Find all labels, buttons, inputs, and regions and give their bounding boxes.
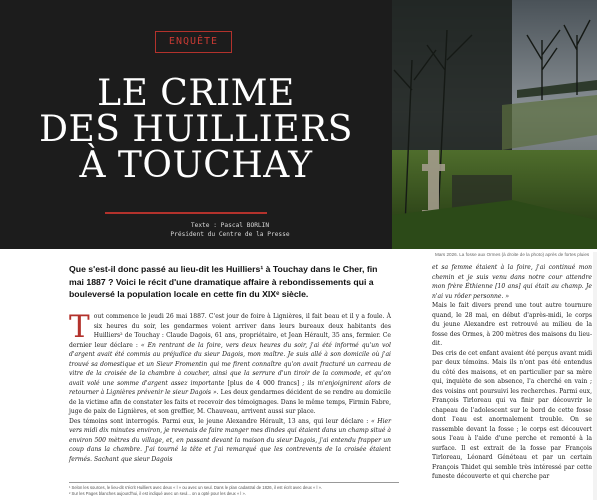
right-paragraph-1: Mais le fait divers prend une tout autre tournure quand, le 28 mai, en début d'après-midi, le corps du jeune Alexandre est retrouvé au milieu de la fosse des Ormes, à 200 mètres des maisons du lieu-dit. <box>432 302 592 347</box>
author-credit <box>100 221 360 239</box>
title-line-1: LE CRIME <box>97 73 295 114</box>
next-page-edge <box>593 252 597 500</box>
p2-quote: « Hier vers midi dix minutes environ, je revenais de faire manger mes dindes qui étaient dans un champ situé à environ 500 mètres du village, et, en passant devant la maison du sieur Dagois, j'ai entendu frapper un coup dans la chambre. J'ai tourné la tête et j'ai remarqué que les contrevents de la croisée étaient fermés. Sachant que sieur Dagois <box>69 417 391 463</box>
credit-author: Texte : Pascal BORLIN <box>190 222 270 229</box>
photo-caption: Mars 2026. La fosse aux Ormes (à droite de la photo) après de fortes pluies <box>435 252 590 257</box>
cemetery-photo <box>392 0 597 249</box>
footnote-2: ² Sur les Pages blanches aujourd'hui, il est indiqué avec un seul... on a opté pour les deux « l ». <box>69 491 247 496</box>
right-quote: et sa femme étaient à la foire, j'ai continué mon chemin et je suis venu dans notre cour attendre mon frère Éthienne [10 ans] qui était au champ. Je n'ai vu rôder personne. » <box>432 264 592 300</box>
p1-quote2: ; ils m'enjoignirent alors de retourner à Lignières prévenir le sieur Dagois ». <box>69 379 391 396</box>
title-line-2: DES HUILLIERS <box>39 109 353 150</box>
p1-mid: [plus de 4 000 francs] <box>224 379 303 387</box>
footnotes <box>69 482 399 497</box>
title-line-3: À TOUCHAY <box>79 145 313 186</box>
body-paragraph-1 <box>69 309 391 417</box>
credit-role: Président du Centre de la Presse <box>170 231 290 238</box>
p1-end: Les deux gendarmes décident de se rendre au domicile de la victime afin de constater les faits et recevoir des témoignages. Dans le même temps, Firmin Fabre, juge de paix de Lignières, et son greffier, M. Chauveau, arrivent aussi sur place. <box>69 389 391 415</box>
title-divider <box>105 212 267 214</box>
footnote-1: ¹ Selon les sources, le lieu-dit s'écrit Huilliers avec deux « l » ou avec un seul. Dans le plan cadastral de 1826, il est écrit avec deux « l ». <box>69 485 323 490</box>
p1-start: out commence le jeudi 26 mai 1887. C'est jour de foire à Lignières, il fait beau et il y a foule. À six heures du soir, les gendarmes voient arriver dans leurs bureaux deux habitants des Huilliers² de Touchay : Claude Dagois, 61 ans, propriétaire, et Jean Hérault, 35 ans, fermier. Ce dernier leur déclare : <box>69 313 391 349</box>
right-paragraph-2: Des cris de cet enfant avaient été perçus avant midi par deux témoins. Mais ils n'ont pas été entendus du côté des maisons, et en particulier par sa mère qui, inquiète de son absence, l'a cherché en vain ; des voisins ont poursuivi les recherches. Parmi eux, François Tirloreau qui va finir par découvrir le chapeau de l'adolescent sur le bord de cette fosse dont l'eau est anormalement trouble. On se rassemble devant la fosse ; le corps est découvert sous l'eau à l'aide d'une perche et remonté à la surface. Il est extrait de la fosse par François Tirloreau, Léonard Généteau et par un certain François Thidet qui semble très intéressé par cette funeste découverte et qui cherche par <box>432 349 592 480</box>
article-lede: Que s'est-il donc passé au lieu-dit les Huilliers¹ à Touchay dans le Cher, fin mai 1887 ? Voici le récit d'une dramatique affaire à rebondissements qui a bouleversé la population locale en cette fin du XIXᵉ siècle. <box>69 264 378 300</box>
drop-cap: T <box>69 309 90 345</box>
title-banner <box>0 0 392 249</box>
section-tag: ENQUÊTE <box>155 31 232 53</box>
body-paragraph-2 <box>69 417 391 465</box>
article-body <box>69 309 391 464</box>
p1-quote1: « En rentrant de la foire, vers deux heures du soir, j'ai été informé qu'un vol d'argent avait été commis au préjudice du sieur Dagois, mon maître. Je suis allé à son domicile où j'ai trouvé sa domestique et un Sieur Fromentin qui me firent connaître qu'on avait fracturé un carreau de vitre de la croisée de la chambre à coucher, ainsi que la serrure d'un tiroir de la commode, et qu'on avait volé une somme d'argent assez importante <box>69 341 391 387</box>
cemetery-photo-illustration <box>392 0 597 249</box>
article-title <box>0 73 392 186</box>
article-body-right-column <box>432 263 592 482</box>
p2-start: Des témoins sont interrogés. Parmi eux, le jeune Alexandre Hérault, 13 ans, qui leur déclare : <box>69 417 371 425</box>
